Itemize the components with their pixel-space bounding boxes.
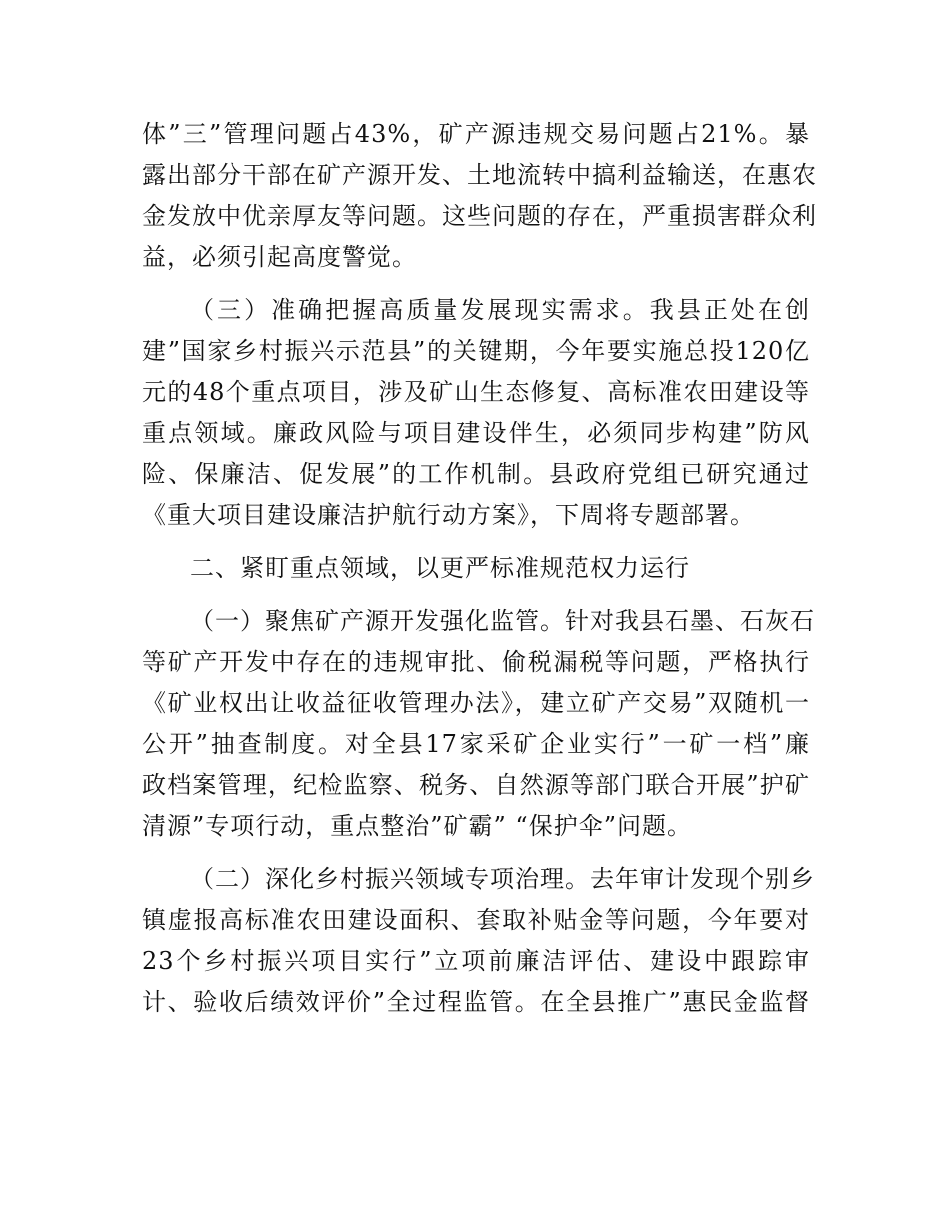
text-line: 《重大项目建设廉洁护航行动方案》，下周将专题部署。 (142, 501, 755, 529)
text-line: 清源”专项行动，重点整治”矿霸” “保护伞”问题。 (142, 812, 692, 840)
text-line: 险、保廉洁、促发展”的工作机制。县政府党组已研究通过 (142, 460, 810, 488)
text-line: 23个乡村振兴项目实行”立项前廉洁评估、建设中跟踪审 (142, 947, 810, 975)
document-body (142, 114, 817, 1023)
text-line: （一）聚焦矿产源开发强化监管。针对我县石墨、石灰石 (190, 607, 815, 635)
text-line: 《矿业权出让收益征收管理办法》，建立矿产交易”双随机一 (142, 689, 810, 717)
text-line: 镇虚报高标准农田建设面积、套取补贴金等问题，今年要对 (142, 906, 810, 934)
text-line: 露出部分干部在矿产源开发、土地流转中搞利益输送，在惠农 (142, 161, 817, 189)
text-line: （三）准确把握高质量发展现实需求。我县正处在创 (190, 296, 810, 324)
text-line: 等矿产开发中存在的违规审批、偷税漏税等问题，严格执行 (142, 648, 810, 676)
text-line: 体”三”管理问题占43%，矿产源违规交易问题占21%。暴 (142, 120, 810, 148)
paragraph-gap (142, 589, 810, 601)
section-heading: 二、紧盯重点领域，以更严标准规范权力运行 (190, 554, 690, 582)
text-line: 益，必须引起高度警觉。 (142, 243, 417, 271)
text-line: 公开”抽查制度。对全县17家采矿企业实行”一矿一档”廉 (142, 730, 810, 758)
text-line: 重点领域。廉政风险与项目建设伴生，必须同步构建”防风 (142, 419, 810, 447)
paragraph-gap (142, 278, 810, 290)
text-line: 政档案管理，纪检监察、税务、自然源等部门联合开展”护矿 (142, 771, 810, 799)
text-line: （二）深化乡村振兴领域专项治理。去年审计发现个别乡 (190, 865, 815, 893)
paragraph-gap (142, 536, 810, 548)
text-line: 建”国家乡村振兴示范县”的关键期，今年要实施总投120亿 (142, 337, 810, 365)
text-line: 元的48个重点项目，涉及矿山生态修复、高标准农田建设等 (142, 378, 810, 406)
text-line: 金发放中优亲厚友等问题。这些问题的存在，严重损害群众利 (142, 202, 817, 230)
text-line: 计、验收后绩效评价”全过程监管。在全县推广”惠民金监督 (142, 988, 810, 1016)
paragraph-gap (142, 847, 810, 859)
